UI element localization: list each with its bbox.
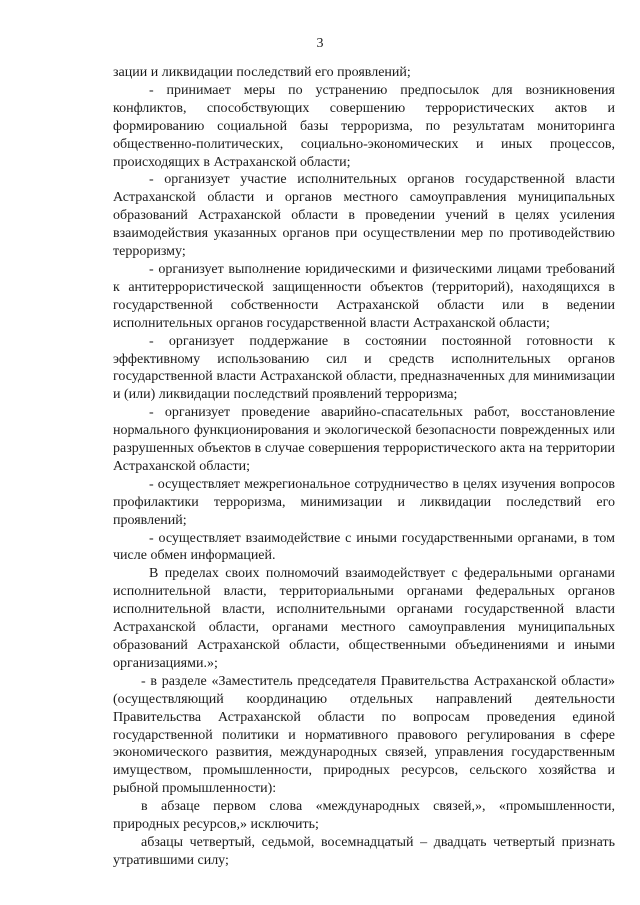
paragraph: в абзаце первом слова «международных связей,», «промышленности, природных ресурсов,» исключить; (113, 799, 615, 833)
paragraph: - осуществляет межрегиональное сотрудничество в целях изучения вопросов профилактики терроризма, минимизации и ликвидации последствий его проявлений; (113, 476, 615, 528)
paragraph: - осуществляет взаимодействие с иными государственными органами, в том числе обмен информацией. (113, 530, 615, 564)
document-body (113, 64, 615, 870)
paragraph: - организует поддержание в состоянии постоянной готовности к эффективному использованию сил и средств исполнительных органов государственной власти Астраханской области, предназначенных для минимизации и (или) ликвидации последствий проявлений терроризма; (113, 333, 615, 403)
paragraph-continuation: зации и ликвидации последствий его проявлений; (113, 65, 411, 80)
paragraph: - принимает меры по устранению предпосылок для возникновения конфликтов, способствующих совершению террористических актов и формированию социальной базы терроризма, по результатам мониторинга общественно-политических, социально-экономических и иных процессов, происходящих в Астраханской области; (113, 82, 615, 170)
paragraph: - организует выполнение юридическими и физическими лицами требований к антитеррористической защищенности объектов (территорий), находящихся в государственной собственности Астраханской области или в ведении исполнительных органов государственной власти Астраханской области; (113, 261, 615, 331)
page-number: 3 (316, 36, 324, 51)
paragraph: - в разделе «Заместитель председателя Правительства Астраханской области» (осуществляющий координацию отдельных направлений деятельности Правительства Астраханской области по вопросам проведения единой государственной политики и нормативного правового регулирования в сфере экономического развития, международных связей, управления государственным имуществом, промышленности, природных ресурсов, сельского хозяйства и рыбной промышленности): (113, 673, 615, 797)
paragraph: - организует участие исполнительных органов государственной власти Астраханской области и органов местного самоуправления муниципальных образований Астраханской области в проведении учений в целях усиления взаимодействия указанных органов при осуществлении мер по противодействию терроризму; (113, 172, 615, 260)
paragraph: В пределах своих полномочий взаимодействует с федеральными органами исполнительной власти, территориальными органами федеральных органов исполнительной власти, исполнительными органами государственной власти Астраханской области, органами местного самоуправления муниципальных образований Астраханской области, общественными объединениями и иными организациями.»; (113, 566, 615, 671)
paragraph: абзацы четвертый, седьмой, восемнадцатый – двадцать четвертый признать утратившими силу; (113, 834, 615, 868)
paragraph: - организует проведение аварийно-спасательных работ, восстановление нормального функционирования и экологической безопасности поврежденных или разрушенных объектов в случае совершения террористического акта на территории Астраханской области; (113, 405, 615, 474)
